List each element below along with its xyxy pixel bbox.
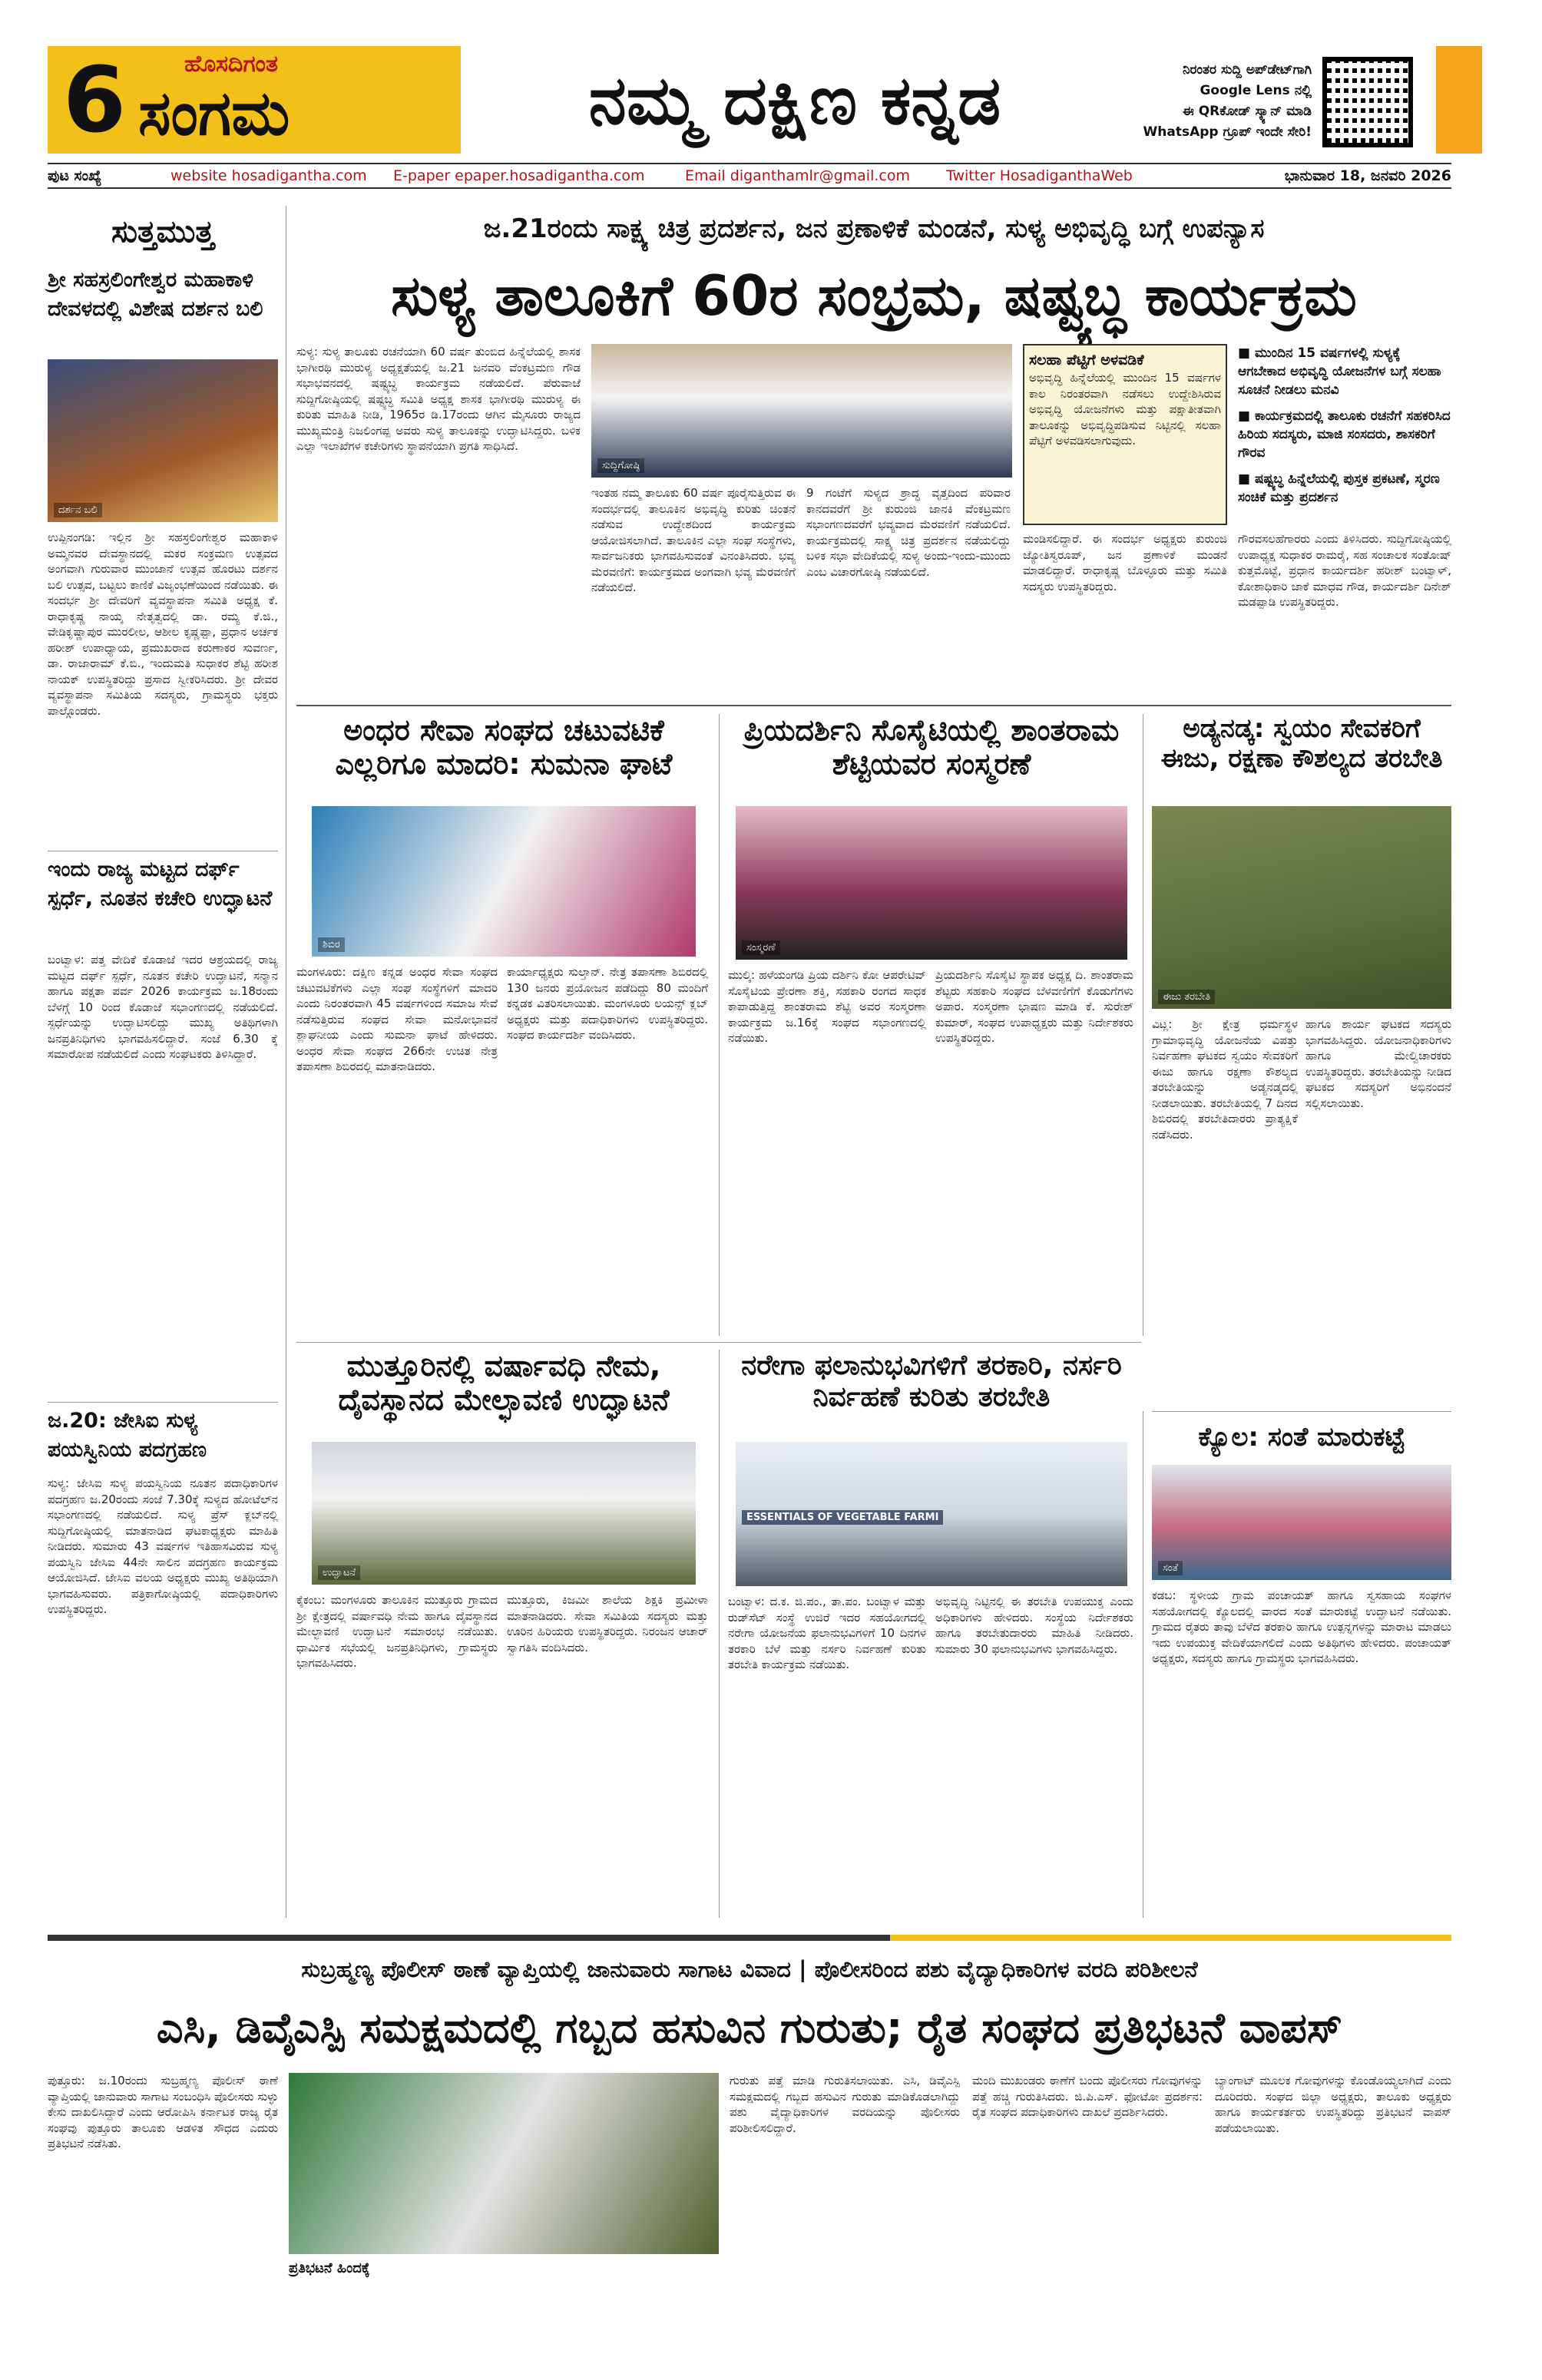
lead-bullet-1: ■ ಮುಂದಿನ 15 ವರ್ಷಗಳಲ್ಲಿ ಸುಳ್ಯಕ್ಕೆ ಆಗಬೇಕಾದ ಅಭಿವೃದ್ಧಿ ಯೋಜನೆಗಳ ಬಗ್ಗೆ ಸಲಹಾ ಸೂಚನೆ ನೀಡಲು ಮನವಿ (1238, 344, 1451, 399)
qr-code-icon[interactable] (1322, 57, 1413, 147)
kyola-photo (1152, 1465, 1451, 1580)
row2-bottom-rule (296, 1342, 1141, 1343)
lead-advisory-box (1023, 344, 1227, 525)
sidebar-divider-2 (48, 1402, 278, 1403)
sidebar-story1-headline: ಶ್ರೀ ಸಹಸ್ರಲಿಂಗೇಶ್ವರ ಮಹಾಕಾಳಿ ದೇವಳದಲ್ಲಿ ವಿಶೇಷ ದರ್ಶನ ಬಲಿ (48, 268, 263, 321)
andhara-headline: ಅಂಧರ ಸೇವಾ ಸಂಘದ ಚಟುವಟಿಕೆ ಎಲ್ಲರಿಗೂ ಮಾದರಿ: ಸುಮನಾ ಘಾಟೆ (335, 713, 673, 781)
qr-promo (1106, 60, 1312, 146)
promo-line-1: ನಿರಂತರ ಸುದ್ದಿ ಅಪ್‌ಡೇಟ್‌ಗಾಗಿ (1183, 62, 1312, 78)
page-number: 6 (62, 47, 127, 153)
twitter-link[interactable]: Twitter HosadiganthaWeb (946, 167, 1133, 184)
bottom-divider-bar (48, 1935, 1451, 1941)
priyadarshini-col-1: ಮುಲ್ಕಿ: ಹಳೆಯಂಗಡಿ ಪ್ರಿಯ ದರ್ಶಿನಿ ಕೋ ಆಪರೇಟಿವ್ ಸೊಸೈಟಿಯ ಪ್ರೇರಣಾ ಶಕ್ತಿ, ಸಹಕಾರಿ ರಂಗದ ಸಾಧಕ ಕಾಪಾಡುತ್ತಿದ್ದ ಶಾಂತರಾಮ ಶೆಟ್ಟಿ ಅವರ ಸಂಸ್ಮರಣಾ ಕಾರ್ಯಕ್ರಮ ಜ.16ಕ್ಕೆ ಸಂಘದ ಸಭಾಂಗಣದಲ್ಲಿ ನಡೆಯಿತು. (728, 968, 926, 1045)
brand-name: ಹೊಸದಿಗಂತ (184, 51, 278, 78)
andhara-col-1: ಮಂಗಳೂರು: ದಕ್ಷಿಣ ಕನ್ನಡ ಅಂಧರ ಸೇವಾ ಸಂಘದ ಚಟುವಟಿಕೆಗಳು ಎಲ್ಲಾ ಸಂಘ ಸಂಸ್ಥೆಗಳಿಗೆ ಮಾದರಿ ಎಂದು ನಿರಂತರವಾಗಿ 45 ವರ್ಷಗಳಿಂದ ಸಮಾಜ ಸೇವೆ ನಡೆಸುತ್ತಿರುವ ಸಂಘದ ಸೇವಾ ಮನೋಭಾವನೆ ಶ್ಲಾಘನೀಯ ಎಂದು ಸುಮನಾ ಘಾಟೆ ಹೇಳಿದರು. ಅಂಧರ ಸೇವಾ ಸಂಘದ 266ನೇ ಉಚಿತ ನೇತ್ರ ತಪಾಸಣಾ ಶಿಬಿರದಲ್ಲಿ ಮಾತನಾಡಿದರು. (296, 965, 498, 1073)
bottom-col-3: ಮಂದಿ ಮುಖಂಡರು ಠಾಣೆಗೆ ಬಂದು ಪೊಲೀಸರು ಗೋವುಗಳನ್ನು ಪತ್ತೆ ಹಚ್ಚಿ ಗುರುತಿಸಿದರು. ಜಿ.ಪಿ.ಎಸ್. ಫೋಟೋ ಪ್ರದರ್ಶನ: ರೈತ ಸಂಘದ ಪದಾಧಿಕಾರಿಗಳು ದಾಖಲೆ ಪ್ರದರ್ಶಿಸಿದರು. (972, 2074, 1203, 2119)
lead-col-1: ಸುಳ್ಯ: ಸುಳ್ಯ ತಾಲೂಕು ರಚನೆಯಾಗಿ 60 ವರ್ಷ ತುಂಬಿದ ಹಿನ್ನೆಲೆಯಲ್ಲಿ ಶಾಸಕ ಭಾಗೀರಥಿ ಮುರುಳ್ಯ ಅಧ್ಯಕ್ಷತೆಯಲ್ಲಿ ಜ.21 ಜನವರಿ ವೆಂಕಟ್ರಮಣ ಗೌಡ ಸಭಾಭವನದಲ್ಲಿ ಷಷ್ಟ್ಯಬ್ಧ ಕಾರ್ಯಕ್ರಮ ನಡೆಯಲಿದೆ. ಪೆರುವಾಜೆ ಸುದ್ದಿಗೋಷ್ಠಿಯಲ್ಲಿ ಷಷ್ಟ್ಯಬ್ಧ ಸಮಿತಿ ಅಧ್ಯಕ್ಷ ಶಾಸಕ ಭಾಗೀರಥಿ ಮುರುಳ್ಯ ಈ ಕುರಿತು ಮಾಹಿತಿ ನೀಡಿ, 1965ರ ಡಿ.17ರಂದು ಆಗಿನ ಮೈಸೂರು ರಾಜ್ಯದ ಮುಖ್ಯಮಂತ್ರಿ ನಿಜಲಿಂಗಪ್ಪ ಅವರು ಸುಳ್ಯ ತಾಲೂಕನ್ನು ಉದ್ಘಾಟಿಸಿದ್ದರು. ಬಳಿಕ ಎಲ್ಲಾ ಇಲಾಖೆಗಳ ಕಚೇರಿಗಳು ಸ್ಥಾಪನೆಯಾಗಿ ಪ್ರಗತಿ ಸಾಧಿಸಿದೆ. (296, 345, 581, 453)
lead-col-5: ಗೌರವಸಲಹೆಗಾರರು ಎಂದು ತಿಳಿಸಿದರು. ಸುದ್ದಿಗೋಷ್ಠಿಯಲ್ಲಿ ಉಪಾಧ್ಯಕ್ಷ ಸುಧಾಕರ ರಾಮರೈ, ಸಹ ಸಂಚಾಲಕ ಸಂತೋಷ್ ಕುತ್ತಮೊಟ್ಟೆ, ಪ್ರಧಾನ ಕಾರ್ಯದರ್ಶಿ ಹರೀಶ್ ಬಂಟ್ವಾಳ್, ಕೋಶಾಧಿಕಾರಿ ಜಾಕೆ ಮಾಧವ ಗೌಡ, ಕಾರ್ಯದರ್ಶಿ ದಿನೇಶ್ ಮಡಪ್ಪಾಡಿ ಉಪಸ್ಥಿತರಿದ್ದರು. (1238, 532, 1451, 609)
row3-rule-1 (719, 1350, 720, 1918)
lead-headline: ಸುಳ್ಯ ತಾಲೂಕಿಗೆ 60ರ ಸಂಭ್ರಮ, ಷಷ್ಟ್ಯಬ್ಧ ಕಾರ್ಯಕ್ರಮ (391, 263, 1357, 328)
kyola-headline: ಕ್ಯೊಲ: ಸಂತೆ ಮಾರುಕಟ್ಟೆ (1198, 1422, 1405, 1453)
bottom-col-4: ಬ್ಯಾಂಗಾಟ್ ಮೂಲಕ ಗೋವುಗಳನ್ನು ಕೊಂಡೊಯ್ಯಲಾಗಿದೆ ಎಂದು ದೂರಿದರು. ಸಂಘದ ಜಿಲ್ಲಾ ಅಧ್ಯಕ್ಷರು, ತಾಲೂಕು ಅಧ್ಯಕ್ಷರು ಹಾಗೂ ಕಾರ್ಯಕರ್ತರು ಉಪಸ್ಥಿತರಿದ್ದು ಪ್ರತಿಭಟನೆ ವಾಪಸ್ ಪಡೆಯಲಾಯಿತು. (1215, 2074, 1451, 2135)
andhara-photo (312, 806, 696, 957)
adyanadka-col-1: ವಿಟ್ಲ: ಶ್ರೀ ಕ್ಷೇತ್ರ ಧರ್ಮಸ್ಥಳ ಗ್ರಾಮಾಭಿವೃದ್ಧಿ ಯೋಜನೆಯ ವಿಪತ್ತು ನಿರ್ವಹಣಾ ಘಟಕದ ಸ್ವಯಂ ಸೇವಕರಿಗೆ ಈಜು ಹಾಗೂ ರಕ್ಷಣಾ ಕೌಶಲ್ಯದ ತರಬೇತಿಯನ್ನು ಅಡ್ಯನಡ್ಕದಲ್ಲಿ ನೀಡಲಾಯಿತು. ತರಬೇತಿಯಲ್ಲಿ 7 ದಿನದ ಶಿಬಿರದಲ್ಲಿ ತರಬೇತಿದಾರರು ಪ್ರಾತ್ಯಕ್ಷಿಕೆ ನಡೆಸಿದರು. (1152, 1017, 1298, 1142)
section-name: ಸಂಗಮ (138, 78, 290, 149)
page-title: ನಮ್ಮ ದಕ್ಷಿಣ ಕನ್ನಡ (588, 61, 1001, 140)
swim-photo (1152, 806, 1451, 1009)
bottom-kicker: ಸುಬ್ರಹ್ಮಣ್ಯ ಪೊಲೀಸ್ ಠಾಣೆ ವ್ಯಾಪ್ತಿಯಲ್ಲಿ ಜಾನುವಾರು ಸಾಗಾಟ ವಿವಾದ | ಪೊಲೀಸರಿಂದ ಪಶು ವೈದ್ಯಾಧಿಕಾರಿಗಳ ವರದಿ ಪರಿಶೀಲನೆ (301, 1956, 1198, 1982)
page-label: ಪುಟ ಸಂಖ್ಯೆ (48, 167, 102, 184)
temple-photo (48, 359, 278, 522)
sidebar-story1-body: ಉಪ್ಪಿನಂಗಡಿ: ಇಲ್ಲಿನ ಶ್ರೀ ಸಹಸ್ರಲಿಂಗೇಶ್ವರ ಮಹಾಕಾಳಿ ಅಮ್ಮನವರ ದೇವಸ್ಥಾನದಲ್ಲಿ ಮಕರ ಸಂಕ್ರಮಣ ಉತ್ಸವದ ಅಂಗವಾಗಿ ಗುರುವಾರ ಮುಂಜಾನೆ ಉತ್ಸವ ಹೊರಟು ದರ್ಶನ ಬಲಿ ಉತ್ಸವ, ಬಟ್ಟಲು ಕಾಣಿಕೆ ವಿಜೃಂಭಣೆಯಿಂದ ನಡೆಯಿತು. ಈ ಸಂದರ್ಭ ಶ್ರೀ ದೇವರಿಗೆ ವ್ಯವಸ್ಥಾಪನಾ ಸಮಿತಿ ಅಧ್ಯಕ್ಷ ಕೆ. ರಾಧಾಕೃಷ್ಣ ನಾಯ್ಕ ನೇತೃತ್ವದಲ್ಲಿ ಡಾ. ರಮ್ಯ ಕೆ.ಜಿ., ವೇಡಿಕೃಷ್ಣಾಪುರ ಮುರಲೀಲ, ಆಶೀಲ ಕೃಷ್ಣಪ್ಪಾ, ಪ್ರಧಾನ ಅರ್ಚಕ ಹರೀಶ್ ಉಪಾಧ್ಯಾಯ, ಪ್ರಮುಖರಾದ ಕರುಣಾಕರ ಸುವರ್ಣ, ಡಾ. ರಾಜಾರಾಮ್ ಕೆ.ಬಿ., ಇಂದುಮತಿ ಸುಧಾಕರ ಶೆಟ್ಟಿ ಹರೀಶ ನಾಯಕ್ ಉಪಸ್ಥಿತರಿದ್ದು ಪ್ರಸಾದ ಸ್ವೀಕರಿಸಿದರು. ಶ್ರೀ ದೇವರ ವ್ಯವಸ್ಥಾಪನಾ ಸಮಿತಿಯ ಸದಸ್ಯರು, ಗ್ರಾಮಸ್ಥರು ಭಕ್ತರು ಪಾಲ್ಗೊಂಡರು. (48, 531, 278, 718)
advisory-box-title: ಸಲಹಾ ಪೆಟ್ಟಿಗೆ ಅಳವಡಿಕೆ (1029, 352, 1144, 369)
muttur-headline: ಮುತ್ತೂರಿನಲ್ಲಿ ವರ್ಷಾವಧಿ ನೇಮ, ದೈವಸ್ಥಾನದ ಮೇಲ್ಛಾವಣಿ ಉದ್ಘಾಟನೆ (338, 1349, 670, 1416)
priyadarshini-photo (736, 806, 1127, 960)
sidebar-column-title: ಸುತ್ತಮುತ್ತ (111, 214, 214, 250)
narega-col-2: ಅಭಿವೃದ್ಧಿ ನಿಟ್ಟಿನಲ್ಲಿ ಈ ತರಬೇತಿ ಉಪಯುಕ್ತ ಎಂದು ಅಧಿಕಾರಿಗಳು ಹೇಳಿದರು. ಸಂಸ್ಥೆಯ ನಿರ್ದೇಶಕರು ಹಾಗೂ ತರಬೇತುದಾರರು ಮಾಹಿತಿ ನೀಡಿದರು. ಸುಮಾರು 30 ಫಲಾನುಭವಿಗಳು ಭಾಗವಹಿಸಿದ್ದರು. (935, 1595, 1133, 1656)
bottom-col-2: ಗುರುತು ಪತ್ತೆ ಮಾಡಿ ಗುರುತಿಸಲಾಯಿತು. ಎಸಿ, ಡಿವೈಎಸ್ಪಿ ಸಮಕ್ಷಮದಲ್ಲಿ ಗಬ್ಬದ ಹಸುವಿನ ಗುರುತು ಮಾಡಿಕೊಡಲಾಗಿದ್ದು ಪಶು ವೈದ್ಯಾಧಿಕಾರಿಗಳ ವರದಿಯನ್ನು ಪೊಲೀಸರು ಪರಿಶೀಲಿಸಲಿದ್ದಾರೆ. (730, 2074, 960, 2135)
muttur-col-1: ಕೈಕಂಬ: ಮಂಗಳೂರು ತಾಲೂಕಿನ ಮುತ್ತೂರು ಗ್ರಾಮದ ಶ್ರೀ ಕ್ಷೇತ್ರದಲ್ಲಿ ವರ್ಷಾವಧಿ ನೇಮ ಹಾಗೂ ದೈವಸ್ಥಾನದ ಮೇಲ್ಛಾವಣಿ ಉದ್ಘಾಟನೆ ಸಮಾರಂಭ ನಡೆಯಿತು. ಧಾರ್ಮಿಕ ಸಭೆಯಲ್ಲಿ ಜನಪ್ರತಿನಿಧಿಗಳು, ಗ್ರಾಮಸ್ಥರು ಭಾಗವಹಿಸಿದರು. (296, 1593, 498, 1670)
promo-line-2: Google Lens ನಲ್ಲಿ (1200, 83, 1312, 98)
andhara-photo-label: ಶಿಬಿರ (318, 937, 345, 952)
bottom-headline: ಎಸಿ, ಡಿವೈಎಸ್ಪಿ ಸಮಕ್ಷಮದಲ್ಲಿ ಗಬ್ಬದ ಹಸುವಿನ ಗುರುತು; ರೈತ ಸಂಘದ ಪ್ರತಿಭಟನೆ ವಾಪಸ್ (156, 2004, 1343, 2052)
muttur-col-2: ಮುತ್ತೂರು, ಕಿಜಮೀ ಶಾಲೆಯ ಶಿಕ್ಷಕಿ ಪ್ರಮೀಳಾ ಮಾತನಾಡಿದರು. ಸೇವಾ ಸಮಿತಿಯ ಸದಸ್ಯರು ಮತ್ತು ಊರಿನ ಹಿರಿಯರು ಉಪಸ್ಥಿತರಿದ್ದರು. ನಿರಂಜನ ಆಚಾರ್ ಸ್ವಾಗತಿಸಿ ವಂದಿಸಿದರು. (507, 1593, 708, 1654)
promo-line-4: WhatsApp ಗ್ರೂಪ್ ಇಂದೇ ಸೇರಿ! (1143, 124, 1312, 140)
row2-rule-1 (719, 714, 720, 1336)
sidebar-story3-headline: ಜ.20: ಜೇಸಿಐ ಸುಳ್ಯ ಪಯಸ್ವಿನಿಯ ಪದಗ್ರಹಣ (48, 1409, 207, 1462)
sidebar-story2-headline: ಇಂದು ರಾಜ್ಯ ಮಟ್ಟದ ದರ್ಫ್ ಸ್ಪರ್ಧೆ, ನೂತನ ಕಚೇರಿ ಉದ್ಘಾಟನೆ (48, 858, 273, 911)
promo-line-3: ಈ QRಕೋಡ್ ಸ್ಕ್ಯಾನ್ ಮಾಡಿ (1183, 104, 1312, 119)
lead-photo (591, 344, 1012, 478)
website-link[interactable]: website hosadigantha.com (170, 167, 367, 184)
lead-kicker: ಜ.21ರಂದು ಸಾಕ್ಷ್ಯ ಚಿತ್ರ ಪ್ರದರ್ಶನ, ಜನ ಪ್ರಣಾಳಿಕೆ ಮಂಡನೆ, ಸುಳ್ಯ ಅಭಿವೃದ್ಧಿ ಬಗ್ಗೆ ಉಪನ್ಯಾಸ (483, 213, 1265, 244)
epaper-link[interactable]: E-paper epaper.hosadigantha.com (393, 167, 645, 184)
narega-headline: ನರೇಗಾ ಫಲಾನುಭವಿಗಳಿಗೆ ತರಕಾರಿ, ನರ್ಸರಿ ನಿರ್ವಹಣೆ ಕುರಿತು ತರಬೇತಿ (741, 1350, 1122, 1413)
narega-photo (736, 1442, 1127, 1586)
swim-photo-label: ಈಜು ತರಬೇತಿ (1158, 990, 1215, 1004)
priyadarshini-col-2: ಪ್ರಿಯದರ್ಶಿನಿ ಸೊಸೈಟಿ ಸ್ಥಾಪಕ ಅಧ್ಯಕ್ಷ ದಿ. ಶಾಂತರಾಮ ಶೆಟ್ಟರು ಸಹಕಾರಿ ಸಂಘದ ಬೆಳವಣಿಗೆಗೆ ಕೊಡುಗೆಗಳು ಅಪಾರ. ಸಂಸ್ಮರಣಾ ಭಾಷಣ ಮಾಡಿ ಕೆ. ಸುರೇಶ್ ಕುಮಾರ್, ಸಂಘದ ಉಪಾಧ್ಯಕ್ಷರು ಮತ್ತು ನಿರ್ದೇಶಕರು ಉಪಸ್ಥಿತರಿದ್ದರು. (935, 968, 1133, 1045)
temple-photo-label: ದರ್ಶನ ಬಲಿ (54, 503, 102, 517)
andhara-col-2: ಕಾರ್ಯಾಧ್ಯಕ್ಷರು ಸುಲ್ತಾನ್. ನೇತ್ರ ತಪಾಸಣಾ ಶಿಬಿರದಲ್ಲಿ 130 ಜನರು ಪ್ರಯೋಜನ ಪಡೆದಿದ್ದು 80 ಮಂದಿಗೆ ಕನ್ನಡಕ ವಿತರಿಸಲಾಯಿತು. ಮಂಗಳೂರು ಲಯನ್ಸ್ ಕ್ಲಬ್ ಅಧ್ಯಕ್ಷರು ಮತ್ತು ಪದಾಧಿಕಾರಿಗಳು ಉಪಸ್ಥಿತರಿದ್ದರು. ಸಂಘದ ಕಾರ್ಯದರ್ಶಿ ವಂದಿಸಿದರು. (507, 965, 708, 1042)
lead-bullet-2: ■ ಕಾರ್ಯಕ್ರಮದಲ್ಲಿ ತಾಲೂಕು ರಚನೆಗೆ ಸಹಕರಿಸಿದ ಹಿರಿಯ ಸದಸ್ಯರು, ಮಾಜಿ ಸಂಸದರು, ಶಾಸಕರಿಗೆ ಗೌರವ (1238, 407, 1451, 462)
lead-col-4: ಮಂಡಿಸಲಿದ್ದಾರೆ. ಈ ಸಂದರ್ಭ ಅಧ್ಯಕ್ಷರು ಕುರುಂಜಿ ಜ್ಯೋತಿಸ್ವರೂಪ್, ಜನ ಪ್ರಣಾಳಿಕೆ ಮಂಡನೆ ಮಾಡಲಿದ್ದಾರೆ. ರಾಧಾಕೃಷ್ಣ ಬೊಳ್ಳೂರು ಮತ್ತು ಸಮಿತಿ ಸದಸ್ಯರು ಉಪಸ್ಥಿತರಿದ್ದರು. (1023, 532, 1227, 593)
adyanadka-headline: ಅಡ್ಯನಡ್ಕ: ಸ್ವಯಂ ಸೇವಕರಿಗೆ ಈಜು, ರಕ್ಷಣಾ ಕೌಶಲ್ಯದ ತರಬೇತಿ (1160, 713, 1443, 775)
muttur-photo (312, 1442, 696, 1585)
bottom-col-1: ಪುತ್ತೂರು: ಜ.10ರಂದು ಸುಬ್ರಹ್ಮಣ್ಯ ಪೊಲೀಸ್ ಠಾಣೆ ವ್ಯಾಪ್ತಿಯಲ್ಲಿ ಜಾನುವಾರು ಸಾಗಾಟ ಸಂಬಂಧಿಸಿ ಪೊಲೀಸರು ಸುಳ್ಳು ಕೇಸು ದಾಖಲಿಸಿದ್ದಾರೆ ಎಂದು ಆರೋಪಿಸಿ ಕರ್ನಾಟಕ ರಾಜ್ಯ ರೈತ ಸಂಘವು ಪುತ್ತೂರು ತಾಲೂಕು ಆಡಳಿತ ಸೌಧದ ಎದುರು ಪ್ರತಿಭಟನೆ ನಡೆಸಿತು. (48, 2074, 278, 2150)
lead-col-3: 9 ಗಂಟೆಗೆ ಸುಳ್ಯದ ಶ್ರಾದ್ಧ ವೃತ್ತದಿಂದ ಪರಿವಾರ ಕಾನದವರೆಗೆ ಶ್ರೀ ಕುರುಂಜಿ ಜಾನಕಿ ವೆಂಕಟ್ರಮಣ ಸಭಾಂಗಣದವರೆಗೆ ಭವ್ಯವಾದ ಮೆರವಣಿಗೆ ನಡೆಯಲಿದೆ. ಕಾರ್ಯಕ್ರಮದಲ್ಲಿ ಸಾಕ್ಷ್ಯ ಚಿತ್ರ ಪ್ರದರ್ಶನ ನಡೆಯಲಿದ್ದು ಬಳಿಕ ಸಭಾ ವೇದಿಕೆಯಲ್ಲಿ ಸುಳ್ಯ ಅಂದು-ಇಂದು-ಮುಂದು ಎಂಬ ವಿಚಾರಗೋಷ್ಠಿ ನಡೆಯಲಿದೆ. (806, 486, 1011, 579)
sidebar-story3-body: ಸುಳ್ಯ: ಜೇಸಿಐ ಸುಳ್ಯ ಪಯಸ್ವಿನಿಯ ನೂತನ ಪದಾಧಿಕಾರಿಗಳ ಪದಗ್ರಹಣ ಜ.20ರಂದು ಸಂಜೆ 7.30ಕ್ಕೆ ಸುಳ್ಯದ ಹೋಟೆಲ್‌ನ ಸಭಾಂಗಣದಲ್ಲಿ ನಡೆಯಲಿದೆ. ಸುಳ್ಯ ಪ್ರೆಸ್ ಕ್ಲಬ್‌ನಲ್ಲಿ ಸುದ್ದಿಗೋಷ್ಠಿಯಲ್ಲಿ ಮಾತನಾಡಿದ ಘಟಕಾಧ್ಯಕ್ಷರು ಮಾಹಿತಿ ನೀಡಿದರು. ಸುಮಾರು 43 ವರ್ಷಗಳ ಇತಿಹಾಸವಿರುವ ಸುಳ್ಯ ಪಯಸ್ವಿನಿ ಜೇಸಿಐ 44ನೇ ಸಾಲಿನ ಪದಗ್ರಹಣ ಕಾರ್ಯಕ್ರಮ ಆಯೋಜಿಸಿದೆ. ಜೇಸಿಐ ವಲಯ ಅಧ್ಯಕ್ಷರು ಮುಖ್ಯ ಅತಿಥಿಯಾಗಿ ಭಾಗವಹಿಸುವರು. ಪತ್ರಿಕಾಗೋಷ್ಠಿಯಲ್ಲಿ ಪದಾಧಿಕಾರಿಗಳು ಉಪಸ್ಥಿತರಿದ್ದರು. (48, 1476, 278, 1616)
narega-photo-caption: ESSENTIALS OF VEGETABLE FARMI (742, 1510, 943, 1525)
lead-bullets (1238, 344, 1451, 513)
lead-photo-label: ಸುದ್ದಿಗೋಷ್ಠಿ (597, 458, 644, 473)
adyanadka-col-2: ಹಾಗೂ ಶಾರ್ಯ ಘಟಕದ ಸದಸ್ಯರು ಭಾಗವಹಿಸಿದ್ದರು. ಯೋಜನಾಧಿಕಾರಿಗಳು ಹಾಗೂ ಮೇಲ್ವಿಚಾರಕರು ಉಪಸ್ಥಿತರಿದ್ದರು. ತರಬೇತಿಯನ್ನು ನೀಡಿದ ಘಟಕದ ಸದಸ್ಯರಿಗೆ ಅಭಿನಂದನೆ ಸಲ್ಲಿಸಲಾಯಿತು. (1305, 1017, 1451, 1110)
lead-bottom-rule (296, 705, 1451, 706)
muttur-photo-label: ಉದ್ಘಾಟನೆ (318, 1565, 360, 1580)
kyola-body: ಕಡಬ: ಸ್ಥಳೀಯ ಗ್ರಾಮ ಪಂಚಾಯತ್ ಹಾಗೂ ಸ್ವಸಹಾಯ ಸಂಘಗಳ ಸಹಯೋಗದಲ್ಲಿ ಕ್ಯೊಲದಲ್ಲಿ ವಾರದ ಸಂತೆ ಮಾರುಕಟ್ಟೆ ಉದ್ಘಾಟನೆ ನಡೆಯಿತು. ಗ್ರಾಮದ ರೈತರು ತಾವು ಬೆಳೆದ ತರಕಾರಿ ಹಾಗೂ ಉತ್ಪನ್ನಗಳನ್ನು ಮಾರಾಟ ಮಾಡಲು ಇದು ಉಪಯುಕ್ತ ವೇದಿಕೆಯಾಗಲಿದೆ ಎಂದು ಅತಿಥಿಗಳು ಹೇಳಿದರು. ಪಂಚಾಯತ್ ಅಧ್ಯಕ್ಷರು, ಸದಸ್ಯರು ಹಾಗೂ ಗ್ರಾಮಸ್ಥರು ಭಾಗವಹಿಸಿದರು. (1152, 1588, 1451, 1665)
lead-bullet-3: ■ ಷಷ್ಟ್ಯಬ್ಧ ಹಿನ್ನೆಲೆಯಲ್ಲಿ ಪುಸ್ತಕ ಪ್ರಕಟಣೆ, ಸ್ಮರಣ ಸಂಚಿಕೆ ಮತ್ತು ಪ್ರದರ್ಶನ (1238, 470, 1451, 507)
masthead-right-accent (1436, 46, 1482, 154)
protest-photo (289, 2073, 719, 2254)
priyadarshini-headline: ಪ್ರಿಯದರ್ಶಿನಿ ಸೊಸೈಟಿಯಲ್ಲಿ ಶಾಂತರಾಮ ಶೆಟ್ಟಿಯವರ ಸಂಸ್ಮರಣೆ (743, 713, 1120, 781)
nav-strip (48, 163, 1451, 189)
kyola-top-rule (1152, 1411, 1451, 1412)
sidebar-story2-body: ಬಂಟ್ವಾಳ: ಪತ್ತ ವೇದಿಕೆ ಕೊಡಾಜೆ ಇದರ ಆಶ್ರಯದಲ್ಲಿ ರಾಜ್ಯ ಮಟ್ಟದ ದರ್ಫ್ ಸ್ಪರ್ಧೆ, ನೂತನ ಕಚೇರಿ ಉದ್ಘಾಟನೆ, ಸನ್ಮಾನ ಹಾಗೂ ಪಕ್ಷತಾ ಪರ್ವ 2026 ಕಾರ್ಯಕ್ರಮ ಜ.18ರಂದು ಬೆಳಗ್ಗೆ 10 ರಿಂದ ಕೊಡಾಜೆ ಸಭಾಂಗಣದಲ್ಲಿ ನಡೆಯಲಿದೆ. ಸ್ಪರ್ಧೆಯನ್ನು ಉದ್ಘಾಟಿಸಲಿದ್ದು ಮುಖ್ಯ ಅತಿಥಿಗಳಾಗಿ ಜನಪ್ರತಿನಿಧಿಗಳು ಭಾಗವಹಿಸಲಿದ್ದಾರೆ. ಸಂಜೆ 6.30 ಕ್ಕೆ ಸಮಾರೋಪ ನಡೆಯಲಿದೆ ಎಂದು ಸಂಘಟಕರು ತಿಳಿಸಿದ್ದಾರೆ. (48, 953, 278, 1061)
narega-col-1: ಬಂಟ್ವಾಳ: ದ.ಕ. ಜಿ.ಪಂ., ತಾ.ಪಂ. ಬಂಟ್ವಾಳ ಮತ್ತು ರುಡ್‌ಸೆಟ್ ಸಂಸ್ಥೆ ಉಜಿರೆ ಇದರ ಸಹಯೋಗದಲ್ಲಿ ನರೇಗಾ ಯೋಜನೆಯ ಫಲಾನುಭವಿಗಳಿಗೆ 10 ದಿನಗಳ ತರಕಾರಿ ಬೆಳೆ ಮತ್ತು ನರ್ಸರಿ ನಿರ್ವಹಣೆ ಕುರಿತು ತರಬೇತಿ ಕಾರ್ಯಕ್ರಮ ನಡೆಯಿತು. (728, 1595, 926, 1671)
kyola-photo-label: ಸಂತೆ (1158, 1561, 1183, 1575)
email-link[interactable]: Email diganthamlr@gmail.com (685, 167, 910, 184)
priyadarshini-photo-label: ಸಂಸ್ಮರಣೆ (742, 940, 780, 955)
protest-photo-caption: ಪ್ರತಿಭಟನೆ ಹಿಂದಕ್ಕೆ (289, 2260, 370, 2276)
lead-col-2: ಇಂತಹ ನಮ್ಮ ತಾಲೂಕು 60 ವರ್ಷ ಪೂರೈಸುತ್ತಿರುವ ಈ ಸಂದರ್ಭದಲ್ಲಿ ತಾಲೂಕಿನ ಅಭಿವೃದ್ಧಿ ಕುರಿತು ಚಿಂತನೆ ನಡೆಸುವ ಉದ್ದೇಶದಿಂದ ಕಾರ್ಯಕ್ರಮ ಆಯೋಜಿಸಲಾಗಿದೆ. ತಾಲೂಕಿನ ಎಲ್ಲಾ ಸಂಘ ಸಂಸ್ಥೆಗಳು, ಸಾರ್ವಜನಿಕರು ಭಾಗವಹಿಸುವಂತೆ ವಿನಂತಿಸಿದರು. ಭವ್ಯ ಮೆರವಣಿಗೆ: ಕಾರ್ಯಕ್ರಮದ ಅಂಗವಾಗಿ ಭವ್ಯ ಮೆರವಣಿಗೆ ನಡೆಯಲಿದೆ. (591, 486, 796, 594)
date-line: ಭಾನುವಾರ 18, ಜನವರಿ 2026 (1284, 167, 1451, 184)
advisory-box-body: ಅಭಿವೃದ್ಧಿ ಹಿನ್ನೆಲೆಯಲ್ಲಿ ಮುಂದಿನ 15 ವರ್ಷಗಳ ಕಾಲ ನಿರಂತರವಾಗಿ ನಡೆಸಲು ಉದ್ದೇಶಿಸಿರುವ ಅಭಿವೃದ್ಧಿ ಯೋಜನೆಗಳು ಮತ್ತು ಪಕ್ಷಾತೀತವಾಗಿ ತಾಲೂಕನ್ನು ಅಭಿವೃದ್ಧಿಪಡಿಸುವ ನಿಟ್ಟಿನಲ್ಲಿ ಸಲಹಾ ಪೆಟ್ಟಿಗೆ ಅಳವಡಿಸಲಾಗುವುದು. (1029, 371, 1221, 448)
